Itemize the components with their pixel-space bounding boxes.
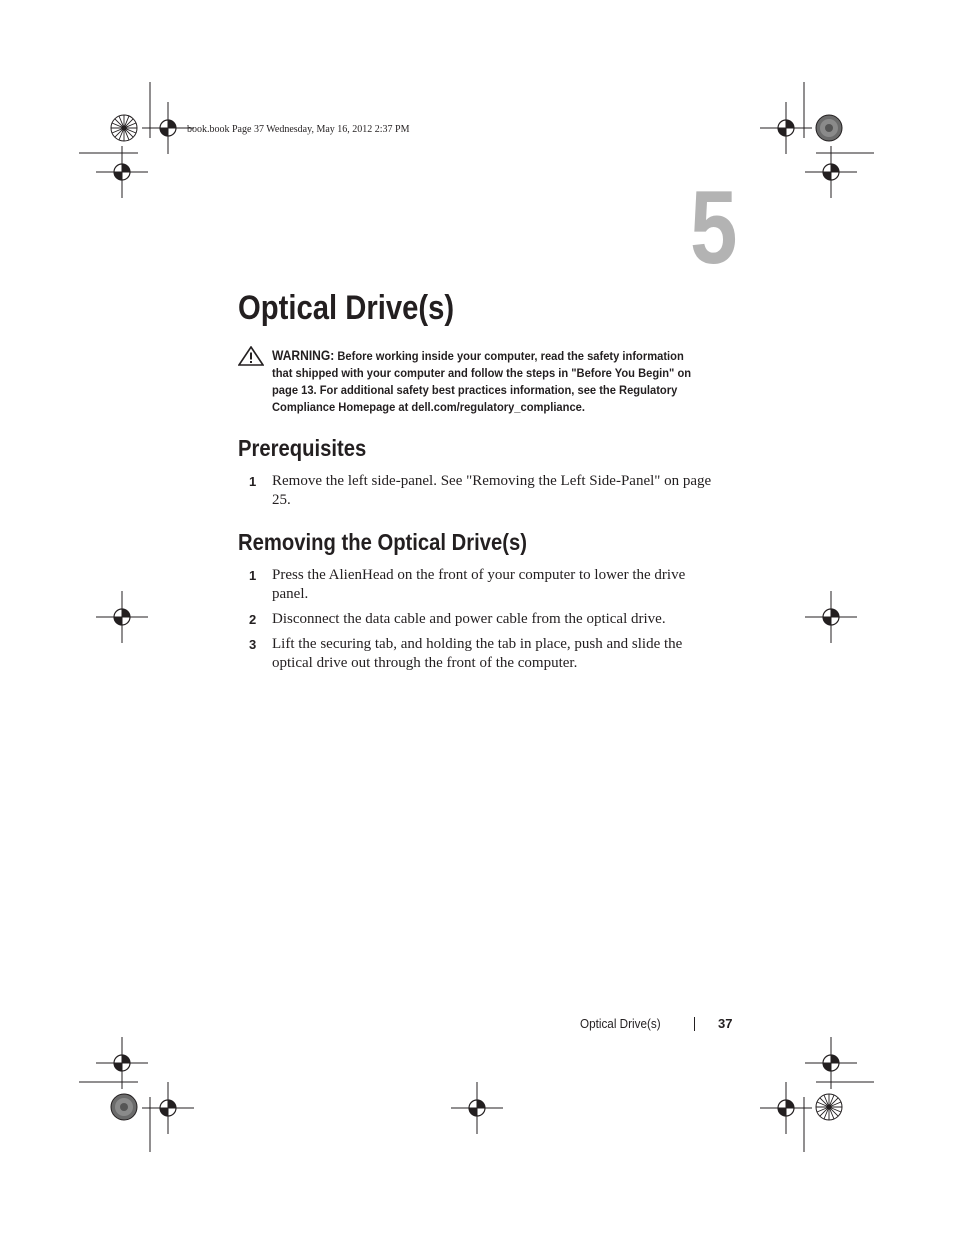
section-heading-prerequisites: Prerequisites: [238, 435, 367, 461]
registration-mark-icon: [96, 1037, 148, 1089]
section-heading-removing: Removing the Optical Drive(s): [238, 529, 528, 555]
print-slug: book.book Page 37 Wednesday, May 16, 2012 2:37 PM: [187, 124, 410, 135]
registration-mark-icon: [96, 146, 148, 198]
chapter-number: 5: [690, 170, 738, 286]
page-title: Optical Drive(s): [238, 289, 455, 327]
step-text: Press the AlienHead on the front of your computer to lower the drive panel.: [272, 567, 686, 602]
registration-mark-icon: [451, 1082, 503, 1134]
color-registration-wheel-icon: [816, 115, 842, 141]
registration-mark-icon: [805, 146, 857, 198]
warning-note: [272, 347, 704, 416]
step-text: Disconnect the data cable and power cable from the optical drive.: [272, 611, 666, 627]
step-number: 2: [249, 612, 257, 627]
step-number: 1: [249, 474, 257, 489]
registration-mark-icon: [805, 1037, 857, 1089]
footer-divider: [694, 1017, 695, 1031]
registration-mark-icon: [805, 591, 857, 643]
step-number: 3: [249, 637, 257, 652]
color-registration-wheel-icon: [111, 115, 137, 141]
color-registration-wheel-icon: [816, 1094, 842, 1120]
page-number: 37: [718, 1016, 733, 1031]
footer-section-title: Optical Drive(s): [580, 1016, 661, 1031]
step-number: 1: [249, 568, 257, 583]
warning-triangle-icon: [238, 346, 264, 366]
warning-label: WARNING:: [272, 348, 335, 363]
warning-text: Before working inside your computer, read the safety information that shipped with your computer and follow the steps in "Before You Begin" on page 13. For additional safety best practices information, see the Regulatory Compliance Homepage at dell.com/regulatory_compliance.: [272, 349, 692, 414]
step-text: Remove the left side-panel. See "Removing the Left Side-Panel" on page 25.: [272, 473, 712, 508]
registration-mark-icon: [96, 591, 148, 643]
color-registration-wheel-icon: [111, 1094, 137, 1120]
step-text: Lift the securing tab, and holding the tab in place, push and slide the optical drive out through the front of the computer.: [272, 636, 683, 671]
